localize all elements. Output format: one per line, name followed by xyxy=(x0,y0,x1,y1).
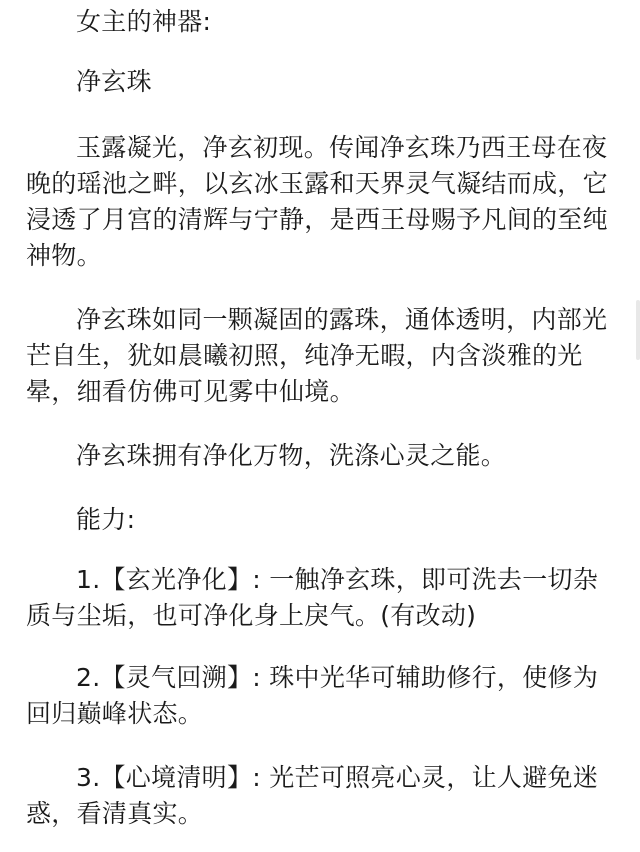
ability-item: 2.【灵气回溯】: 珠中光华可辅助修行，使修为回归巅峰状态。 xyxy=(26,663,599,728)
item-name: 净玄珠 xyxy=(76,67,152,96)
ability-item: 3.【心境清明】: 光芒可照亮心灵，让人避免迷惑，看清真实。 xyxy=(26,763,599,828)
power-summary: 净玄珠拥有净化万物，洗涤心灵之能。 xyxy=(76,441,507,470)
description-paragraph: 净玄珠如同一颗凝固的露珠，通体透明，内部光芒自生，犹如晨曦初照，纯净无暇，内含淡雅的光晕，细看仿佛可见雾中仙境。 xyxy=(26,305,608,406)
abilities-heading: 能力: xyxy=(76,505,136,534)
intro-paragraph: 玉露凝光，净玄初现。传闻净玄珠乃西王母在夜晚的瑶池之畔，以玄冰玉露和天界灵气凝结而成，它浸透了月宫的清辉与宁静，是西王母赐予凡间的至纯神物。 xyxy=(26,133,608,270)
scrollbar-thumb[interactable] xyxy=(636,300,640,360)
ability-item: 1.【玄光净化】: 一触净玄珠，即可洗去一切杂质与尘垢，也可净化身上戾气。(有改动) xyxy=(26,565,599,630)
section-title: 女主的神器: xyxy=(76,7,212,36)
